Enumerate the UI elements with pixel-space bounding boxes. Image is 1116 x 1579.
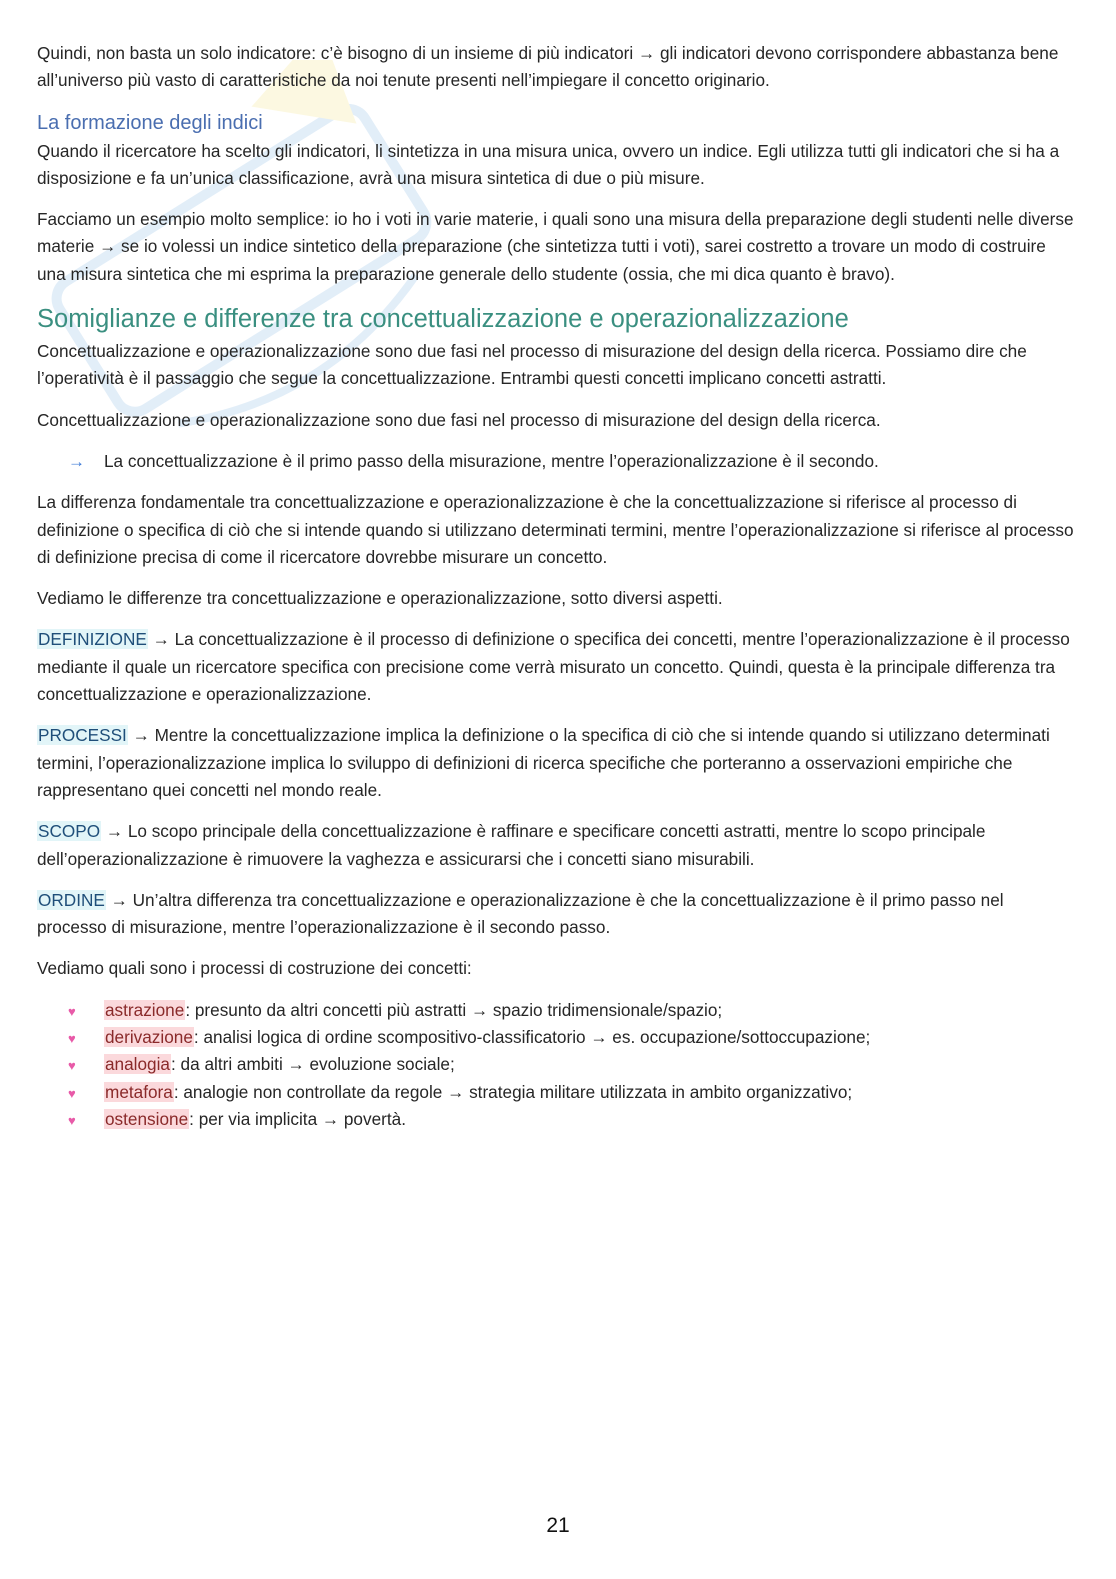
aspect-ordine	[37, 887, 1077, 942]
somiglianze-paragraph-5: Vediamo quali sono i processi di costruzione dei concetti:	[37, 958, 472, 979]
aspect-definizione	[37, 626, 1077, 708]
aspect-label: SCOPO	[38, 821, 101, 842]
heart-bullet-icon: ♥	[68, 1058, 76, 1074]
aspect-text: → La concettualizzazione è il processo di definizione o specifica dei concetti, mentre l’operazionalizzazione è il processo mediante il quale un ricercatore specifica con precisione come verrà misurato un concetto. Quindi, questa è la principale differenza tra concettualizzazione e operazionalizzazione.	[37, 629, 1070, 705]
process-term: derivazione	[105, 1027, 193, 1048]
process-text: : analisi logica di ordine scompositivo-classificatorio → es. occupazione/sottoccupazione;	[193, 1027, 871, 1048]
process-text: : da altri ambiti → evoluzione sociale;	[171, 1054, 455, 1075]
heart-bullet-icon: ♥	[68, 1003, 76, 1019]
arrow-item-text: La concettualizzazione è il primo passo della misurazione, mentre l’operazionalizzazione è il secondo.	[104, 450, 879, 471]
somiglianze-paragraph-3: La differenza fondamentale tra concettualizzazione e operazionalizzazione è che la concettualizzazione si riferisce al processo di definizione o specifica di ciò che si intende quando si utilizzano determinati termini, mentre l’operazionalizzazione si riferisce al processo di definizione precisa di come il ricercatore dovrebbe misurare un concetto.	[37, 492, 1074, 567]
process-text: : presunto da altri concetti più astratti → spazio tridimensionale/spazio;	[185, 999, 723, 1020]
somiglianze-paragraph-1: Concettualizzazione e operazionalizzazione sono due fasi nel processo di misurazione del design della ricerca. Possiamo dire che l’operatività è il passaggio che segue la concettualizzazione. Entrambi questi concetti implicano concetti astratti.	[37, 341, 1027, 389]
section-heading-indici: La formazione degli indici	[37, 111, 263, 134]
process-term: analogia	[105, 1054, 170, 1075]
process-term: ostensione	[105, 1108, 189, 1129]
heart-bullet-icon: ♥	[68, 1112, 76, 1128]
aspect-text: → Mentre la concettualizzazione implica la definizione o la specifica di ciò che si intende quando si utilizzano determinati termini, l’operazionalizzazione implica lo sviluppo di definizioni di ricerca specifiche che porteranno a osservazioni empiriche che rappresentano quei concetti nel mondo reale.	[37, 725, 1050, 800]
aspect-label: ORDINE	[38, 889, 105, 910]
section-heading-somiglianze: Somiglianze e differenze tra concettualizzazione e operazionalizzazione	[37, 305, 849, 334]
process-text: : analogie non controllate da regole → strategia militare utilizzata in ambito organizzativo;	[173, 1081, 853, 1102]
heart-bullet-icon: ♥	[68, 1031, 76, 1047]
aspect-text: → Lo scopo principale della concettualizzazione è raffinare e specificare concetti astratti, mentre lo scopo principale dell’operazionalizzazione è rimuovere la vaghezza e assicurarsi che i concetti siano misurabili.	[37, 821, 986, 869]
somiglianze-paragraph-2: Concettualizzazione e operazionalizzazione sono due fasi nel processo di misurazione del design della ricerca.	[37, 409, 881, 430]
page-number: 21	[546, 1514, 570, 1537]
indici-paragraph-1: Quando il ricercatore ha scelto gli indicatori, li sintetizza in una misura unica, ovvero un indice. Egli utilizza tutti gli indicatori che si ha a disposizione e fa un’unica classificazione, avrà una misura sintetica di due o più misure.	[37, 140, 1060, 188]
aspect-scopo	[37, 818, 1077, 873]
indici-paragraph-2: Facciamo un esempio molto semplice: io ho i voti in varie materie, i quali sono una misura della preparazione degli studenti nelle diverse materie → se io volessi un indice sintetico della preparazione (che sintetizza tutti i voti), sarei costretto a trovare un modo di costruire una misura sintetica che mi esprima la preparazione generale dello studente (ossia, che mi dica quanto è bravo).	[37, 209, 1074, 284]
list-item	[37, 1079, 1077, 1106]
aspect-label: PROCESSI	[38, 725, 127, 746]
list-item	[37, 1106, 1077, 1133]
process-term: astrazione	[105, 999, 185, 1020]
aspect-label: DEFINIZIONE	[38, 629, 147, 650]
arrow-right-icon: →	[68, 451, 85, 471]
somiglianze-paragraph-4: Vediamo le differenze tra concettualizzazione e operazionalizzazione, sotto diversi aspetti.	[37, 588, 723, 609]
intro-paragraph: Quindi, non basta un solo indicatore: c’è bisogno di un insieme di più indicatori → gli indicatori devono corrispondere abbastanza bene all’universo più vasto di caratteristiche da noi tenute presenti nell’impiegare il concetto originario.	[37, 43, 1059, 91]
processes-list	[37, 997, 1077, 1133]
list-item	[37, 997, 1077, 1024]
list-item	[37, 1051, 1077, 1078]
heart-bullet-icon: ♥	[68, 1085, 76, 1101]
aspect-text: → Un’altra differenza tra concettualizzazione e operazionalizzazione è che la concettualizzazione è il primo passo nel processo di misurazione, mentre l’operazionalizzazione è il secondo passo.	[37, 889, 1004, 938]
process-term: metafora	[105, 1081, 173, 1102]
document-page	[37, 40, 1077, 1133]
arrow-list-item	[37, 448, 1077, 475]
list-item	[37, 1024, 1077, 1051]
process-text: : per via implicita → povertà.	[189, 1108, 406, 1129]
aspect-processi	[37, 722, 1077, 804]
